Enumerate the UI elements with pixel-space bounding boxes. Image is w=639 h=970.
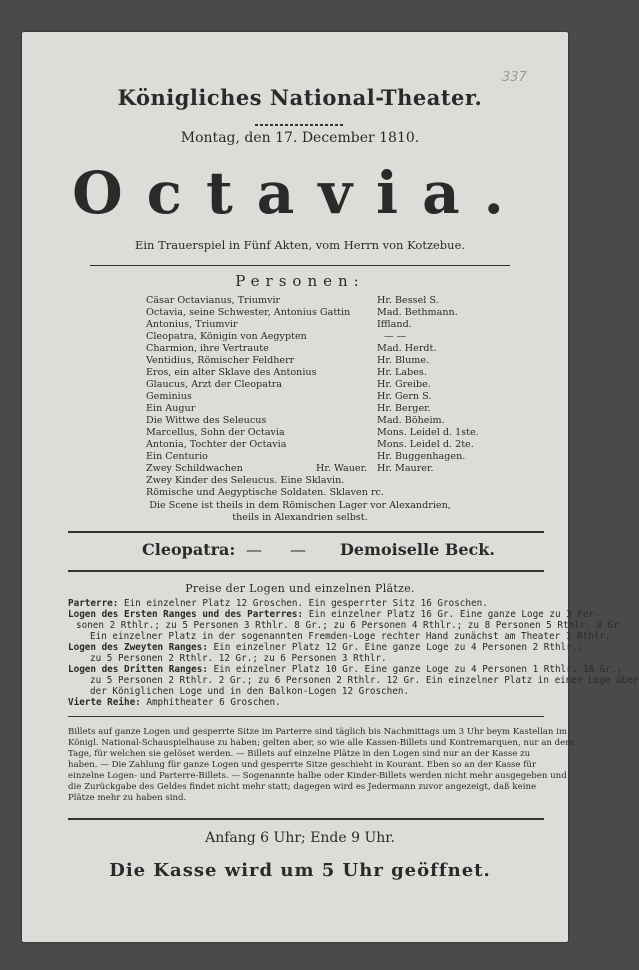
notice-line: Plätze mehr zu haben sind. — [68, 793, 187, 803]
price-text: zu 5 Personen 2 Rthlr. 2 Gr.; zu 6 Personen 2 Rthlr. 12 Gr. Ein einzelner Platz in einer Loge über — [90, 675, 639, 686]
price-line — [68, 609, 600, 620]
cast-role: Ventidius, Römischer Feldherr — [146, 355, 295, 366]
box-office-notice: Die Kasse wird um 5 Uhr geöffnet. — [109, 860, 491, 881]
price-text: sonen 2 Rthlr.; zu 5 Personen 3 Rthlr. 8 Gr.; zu 6 Personen 4 Rthlr.; zu 8 Personen 5 Rthlr. 8 Gr. — [76, 620, 625, 631]
cast-actor: Hr. Labes. — [377, 367, 427, 378]
cast-actor: — — — [384, 331, 407, 342]
cast-role: Antonius, Triumvir — [146, 319, 238, 330]
cast-actor: Iffland. — [377, 319, 412, 330]
notice-line: Billets auf ganze Logen und gesperrte Sitze im Parterre sind täglich bis Nachmittags um 3 Uhr beym Kastellan im — [68, 727, 568, 737]
cast-actor: Hr. Berger. — [377, 403, 431, 414]
play-title: Octavia. — [72, 159, 528, 227]
featured-dash: — — [246, 540, 262, 559]
notice-line: einzelne Logen- und Parterre-Billets. — Sogenannte halbe oder Kinder-Billets werden nicht mehr ausgegeben und — [68, 771, 567, 781]
cast-actor: Mad. Böheim. — [377, 415, 445, 426]
scene-note: theils in Alexandrien selbst. — [232, 512, 368, 523]
cast-role-guards: Zwey Schildwachen — [146, 463, 243, 474]
price-line — [68, 598, 544, 609]
cast-role: Eros, ein alter Sklave des Antonius — [146, 367, 317, 378]
performance-times: Anfang 6 Uhr; Ende 9 Uhr. — [205, 830, 395, 846]
notice-line: haben. — Die Zahlung für ganze Logen und gesperrte Sitze geschieht in Kourant. Eben so an der Kasse für — [68, 760, 537, 770]
price-label: Vierte Reihe: — [68, 697, 141, 708]
cast-actor: Mad. Herdt. — [377, 343, 437, 354]
ornament-divider — [255, 123, 345, 127]
price-label: Logen des Zweyten Ranges: — [68, 642, 208, 653]
prices-heading: Preise der Logen und einzelnen Plätze. — [185, 582, 415, 595]
divider — [68, 818, 544, 820]
cast-role: Charmion, ihre Vertraute — [146, 343, 269, 354]
price-line — [68, 664, 623, 675]
notice-line: die Zurückgabe des Geldes findet nicht mehr statt; dagegen wird es Jedermann zuvor angezeigt, daß keine — [68, 782, 537, 792]
cast-actor: Hr. Buggenhagen. — [377, 451, 466, 462]
cast-role: Geminius — [146, 391, 192, 402]
price-label: Logen des Dritten Ranges: — [68, 664, 208, 675]
price-line — [90, 686, 566, 697]
cast-actor: Mad. Bethmann. — [377, 307, 458, 318]
theater-name: Königliches National-Theater. — [117, 85, 483, 110]
featured-role: Cleopatra: — [142, 540, 236, 559]
cast-role: Glaucus, Arzt der Cleopatra — [146, 379, 283, 390]
price-text: Ein einzelner Platz 12 Gr. Eine ganze Loge zu 4 Personen 2 Rthlr.; — [207, 642, 583, 653]
divider — [68, 531, 544, 533]
cast-role: Cäsar Octavianus, Triumvir — [146, 295, 281, 306]
archive-number: 337 — [502, 70, 527, 85]
cast-role: Cleopatra, Königin von Aegypten — [146, 331, 307, 342]
price-line — [76, 620, 625, 631]
price-line — [68, 697, 544, 708]
price-label: Parterre: — [68, 598, 119, 609]
cast-extras: Römische und Aegyptische Soldaten. Sklaven rc. — [146, 487, 384, 498]
cast-actor-guard-2: Hr. Maurer. — [377, 463, 434, 474]
price-line — [90, 653, 566, 664]
cast-actor: Hr. Blume. — [377, 355, 430, 366]
price-text: Ein einzelner Platz 16 Gr. Eine ganze Loge zu 3 Per- — [303, 609, 600, 620]
play-subtitle: Ein Trauerspiel in Fünf Akten, vom Herrn von Kotzebue. — [134, 238, 466, 252]
featured-dash: — — [290, 540, 306, 559]
cast-role: Die Wittwe des Seleucus — [146, 415, 267, 426]
notice-line: Königl. National-Schauspielhause zu haben; gelten aber, so wie alle Kassen-Billets und Kontremarquen, nur an dem — [68, 738, 574, 748]
cast-actor-guard-1: Hr. Wauer. — [316, 463, 368, 474]
notice-line: Tage, für welchen sie gelöset werden. — Billets auf einzelne Plätze in den Logen sind nur an der Kasse zu — [68, 749, 531, 759]
featured-actor: Demoiselle Beck. — [340, 540, 495, 559]
price-line — [90, 675, 639, 686]
cast-actor: Mons. Leidel d. 2te. — [377, 439, 474, 450]
price-text: Ein einzelner Platz in der sogenannten Fremden-Loge rechter Hand zunächst am Theater 1 Rthlr. — [90, 631, 611, 642]
price-text: der Königlichen Loge und in den Balkon-Logen 12 Groschen. — [90, 686, 410, 697]
performance-date: Montag, den 17. December 1810. — [180, 130, 420, 146]
cast-role: Antonia, Tochter der Octavia — [146, 439, 287, 450]
divider — [68, 570, 544, 572]
divider — [90, 265, 510, 266]
cast-heading: Personen: — [235, 272, 365, 290]
price-text: Amphitheater 6 Groschen. — [140, 697, 281, 708]
price-label: Logen des Ersten Ranges und des Parterres: — [68, 609, 304, 620]
price-line — [90, 631, 611, 642]
scene-note: Die Scene ist theils in dem Römischen Lager vor Alexandrien, — [149, 500, 451, 511]
price-line — [68, 642, 583, 653]
cast-role: Ein Centurio — [146, 451, 208, 462]
cast-role: Marcellus, Sohn der Octavia — [146, 427, 285, 438]
cast-actor: Mons. Leidel d. 1ste. — [377, 427, 479, 438]
price-text: Ein einzelner Platz 12 Groschen. Ein gesperrter Sitz 16 Groschen. — [118, 598, 488, 609]
cast-role: Ein Augur — [146, 403, 196, 414]
cast-actor: Hr. Bessel S. — [377, 295, 439, 306]
price-text: Ein einzelner Platz 10 Gr. Eine ganze Loge zu 4 Personen 1 Rthlr. 16 Gr.; — [207, 664, 623, 675]
divider — [68, 716, 544, 717]
cast-role: Octavia, seine Schwester, Antonius Gattin — [146, 307, 351, 318]
price-text: zu 5 Personen 2 Rthlr. 12 Gr.; zu 6 Personen 3 Rthlr. — [90, 653, 387, 664]
cast-actor: Hr. Greibe. — [377, 379, 431, 390]
cast-extras: Zwey Kinder des Seleucus. Eine Sklavin. — [146, 475, 345, 486]
cast-actor: Hr. Gern S. — [377, 391, 432, 402]
